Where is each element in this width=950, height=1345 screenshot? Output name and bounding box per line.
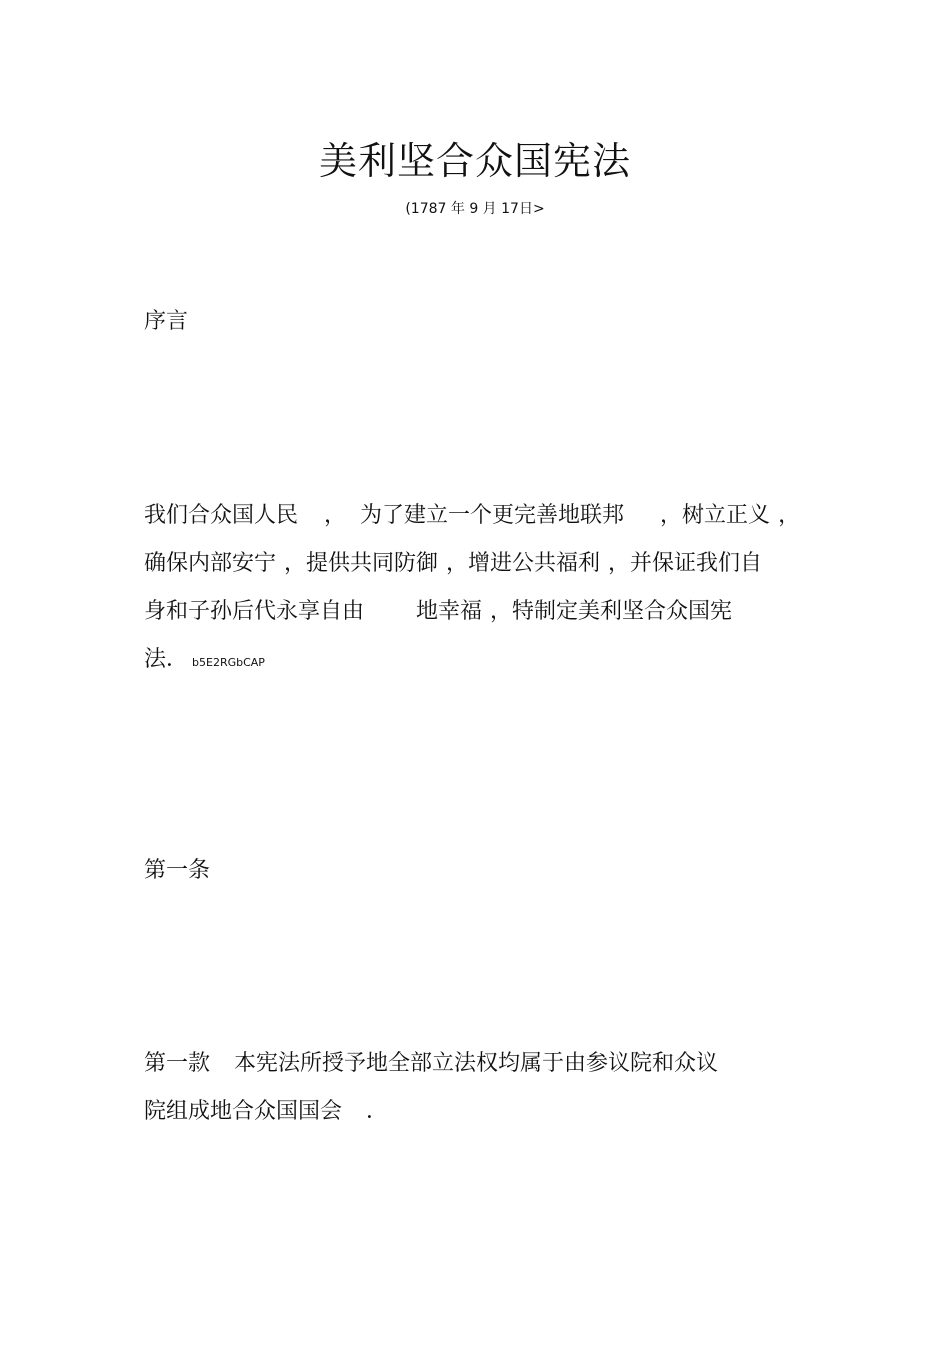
preamble-line-1: 我们合众国人民 ， 为了建立一个更完善地联邦 ，树立正义 ，: [144, 503, 801, 528]
preamble-line-2: 确保内部安宁 ，提供共同防御 ，增进公共福利 ，并保证我们自: [144, 551, 763, 576]
preamble-line-4: 法． b5E2RGbCAP: [144, 647, 265, 672]
section-1-paragraph: [144, 1040, 718, 1136]
section-1-line-2: 院组成地合众国国会 ．: [144, 1099, 389, 1124]
preamble-line-3: 身和子孙后代永享自由 地幸福 ，特制定美利坚合众国宪: [144, 599, 733, 624]
document-title: 美利坚合众国宪法: [318, 139, 631, 183]
document-date: (1787 年 9 月 17日>: [405, 201, 545, 217]
preamble-heading: 序言: [144, 309, 189, 334]
section-1-line-1: 第一款 本宪法所授予地全部立法权均属于由参议院和众议: [144, 1051, 719, 1076]
reference-code: b5E2RGbCAP: [192, 656, 265, 669]
article-1-heading: 第一条: [144, 858, 211, 883]
preamble-paragraph: [144, 492, 800, 684]
